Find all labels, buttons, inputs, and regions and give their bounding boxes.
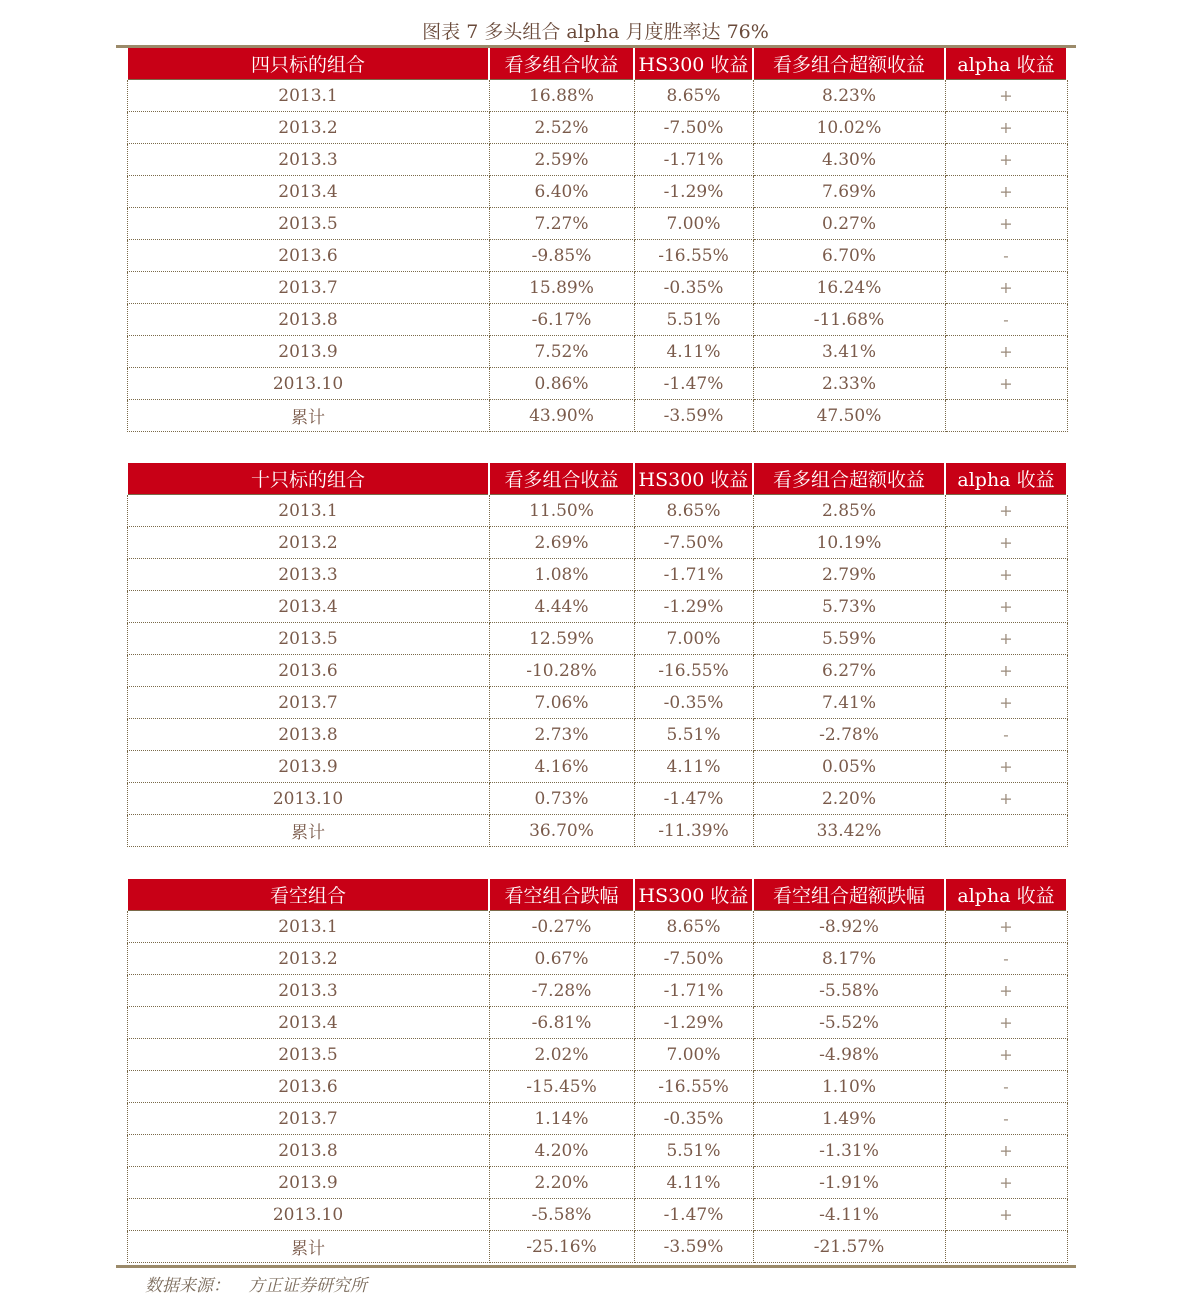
column-header: 看多组合超额收益 <box>753 463 945 495</box>
month-cell: 2013.7 <box>127 272 489 304</box>
value-cell: -7.50% <box>634 943 753 975</box>
month-cell: 2013.2 <box>127 112 489 144</box>
value-cell: -1.71% <box>634 144 753 176</box>
value-cell: -0.27% <box>489 911 634 943</box>
alpha-sign-cell: + <box>945 687 1067 719</box>
value-cell: -1.29% <box>634 176 753 208</box>
value-cell: -7.50% <box>634 527 753 559</box>
month-cell: 2013.5 <box>127 623 489 655</box>
value-cell: 2.52% <box>489 112 634 144</box>
value-cell: -25.16% <box>489 1231 634 1263</box>
value-cell: -1.29% <box>634 591 753 623</box>
value-cell: 3.41% <box>753 336 945 368</box>
table-row <box>127 751 1067 783</box>
alpha-sign-cell <box>945 815 1067 847</box>
value-cell: -4.98% <box>753 1039 945 1071</box>
source-label: 数据来源： <box>145 1276 230 1296</box>
table-row <box>127 911 1067 943</box>
value-cell: 7.00% <box>634 1039 753 1071</box>
table-four-stock-portfolio <box>126 48 1068 432</box>
alpha-sign-cell: + <box>945 559 1067 591</box>
column-header: alpha 收益 <box>945 463 1067 495</box>
value-cell: -16.55% <box>634 1071 753 1103</box>
value-cell: 5.51% <box>634 304 753 336</box>
value-cell: -1.71% <box>634 559 753 591</box>
bottom-rule <box>116 1265 1076 1268</box>
value-cell: 4.16% <box>489 751 634 783</box>
month-cell: 2013.3 <box>127 559 489 591</box>
value-cell: 11.50% <box>489 495 634 527</box>
value-cell: 0.27% <box>753 208 945 240</box>
month-cell: 2013.1 <box>127 495 489 527</box>
value-cell: -7.50% <box>634 112 753 144</box>
value-cell: 6.70% <box>753 240 945 272</box>
value-cell: -1.47% <box>634 368 753 400</box>
value-cell: -1.29% <box>634 1007 753 1039</box>
month-cell: 2013.6 <box>127 1071 489 1103</box>
alpha-sign-cell: + <box>945 144 1067 176</box>
value-cell: 8.23% <box>753 80 945 112</box>
value-cell: -9.85% <box>489 240 634 272</box>
alpha-sign-cell: + <box>945 495 1067 527</box>
month-cell: 2013.2 <box>127 943 489 975</box>
table-row <box>127 559 1067 591</box>
value-cell: 0.67% <box>489 943 634 975</box>
value-cell: -3.59% <box>634 1231 753 1263</box>
table-row <box>127 687 1067 719</box>
column-header: 看多组合收益 <box>489 463 634 495</box>
value-cell: -15.45% <box>489 1071 634 1103</box>
value-cell: -10.28% <box>489 655 634 687</box>
alpha-sign-cell: - <box>945 304 1067 336</box>
value-cell: 10.19% <box>753 527 945 559</box>
value-cell: -1.47% <box>634 1199 753 1231</box>
value-cell: -11.39% <box>634 815 753 847</box>
value-cell: 7.00% <box>634 623 753 655</box>
table-row <box>127 1103 1067 1135</box>
table-row <box>127 144 1067 176</box>
value-cell: -6.17% <box>489 304 634 336</box>
alpha-sign-cell: + <box>945 336 1067 368</box>
month-cell: 2013.9 <box>127 1167 489 1199</box>
figure-title: 图表 7 多头组合 alpha 月度胜率达 76% <box>422 21 769 43</box>
value-cell: -1.71% <box>634 975 753 1007</box>
month-cell: 累计 <box>127 1231 489 1263</box>
table-row <box>127 975 1067 1007</box>
month-cell: 累计 <box>127 815 489 847</box>
column-header: 十只标的组合 <box>127 463 489 495</box>
value-cell: 0.73% <box>489 783 634 815</box>
value-cell: 4.44% <box>489 591 634 623</box>
column-header: 看空组合跌幅 <box>489 879 634 911</box>
month-cell: 2013.10 <box>127 783 489 815</box>
value-cell: 0.05% <box>753 751 945 783</box>
table-row <box>127 304 1067 336</box>
column-header: 四只标的组合 <box>127 48 489 80</box>
month-cell: 累计 <box>127 400 489 432</box>
value-cell: -0.35% <box>634 687 753 719</box>
value-cell: -3.59% <box>634 400 753 432</box>
alpha-sign-cell: + <box>945 911 1067 943</box>
month-cell: 2013.6 <box>127 655 489 687</box>
month-cell: 2013.2 <box>127 527 489 559</box>
value-cell: -0.35% <box>634 272 753 304</box>
month-cell: 2013.3 <box>127 144 489 176</box>
alpha-sign-cell <box>945 1231 1067 1263</box>
alpha-sign-cell: + <box>945 751 1067 783</box>
value-cell: 43.90% <box>489 400 634 432</box>
value-cell: 2.85% <box>753 495 945 527</box>
alpha-sign-cell: + <box>945 272 1067 304</box>
table-row <box>127 719 1067 751</box>
value-cell: 6.40% <box>489 176 634 208</box>
value-cell: 2.79% <box>753 559 945 591</box>
column-header: HS300 收益 <box>634 48 753 80</box>
alpha-sign-cell: + <box>945 975 1067 1007</box>
value-cell: 2.20% <box>489 1167 634 1199</box>
value-cell: 33.42% <box>753 815 945 847</box>
table-row <box>127 80 1067 112</box>
value-cell: 10.02% <box>753 112 945 144</box>
alpha-sign-cell: + <box>945 1039 1067 1071</box>
table-row <box>127 1039 1067 1071</box>
month-cell: 2013.4 <box>127 176 489 208</box>
value-cell: 16.88% <box>489 80 634 112</box>
table-row <box>127 591 1067 623</box>
value-cell: -5.52% <box>753 1007 945 1039</box>
month-cell: 2013.4 <box>127 591 489 623</box>
value-cell: 7.00% <box>634 208 753 240</box>
column-header: 看多组合收益 <box>489 48 634 80</box>
table-row <box>127 272 1067 304</box>
value-cell: -4.11% <box>753 1199 945 1231</box>
table-row <box>127 943 1067 975</box>
value-cell: 2.73% <box>489 719 634 751</box>
value-cell: 4.11% <box>634 336 753 368</box>
table-ten-stock-portfolio <box>126 463 1068 847</box>
month-cell: 2013.7 <box>127 687 489 719</box>
value-cell: 16.24% <box>753 272 945 304</box>
alpha-sign-cell: - <box>945 240 1067 272</box>
value-cell: 2.59% <box>489 144 634 176</box>
alpha-sign-cell: - <box>945 943 1067 975</box>
alpha-sign-cell: + <box>945 208 1067 240</box>
alpha-sign-cell: - <box>945 1071 1067 1103</box>
month-cell: 2013.4 <box>127 1007 489 1039</box>
value-cell: 2.20% <box>753 783 945 815</box>
source-value: 方正证券研究所 <box>248 1276 367 1296</box>
value-cell: 5.73% <box>753 591 945 623</box>
table-row <box>127 1231 1067 1263</box>
table-row <box>127 1007 1067 1039</box>
value-cell: -5.58% <box>753 975 945 1007</box>
column-header: 看多组合超额收益 <box>753 48 945 80</box>
table-row <box>127 176 1067 208</box>
value-cell: 5.59% <box>753 623 945 655</box>
table-row <box>127 240 1067 272</box>
alpha-sign-cell <box>945 400 1067 432</box>
value-cell: 5.51% <box>634 1135 753 1167</box>
value-cell: 1.14% <box>489 1103 634 1135</box>
value-cell: 7.69% <box>753 176 945 208</box>
table-header-row <box>127 879 1067 911</box>
table-row <box>127 400 1067 432</box>
alpha-sign-cell: + <box>945 80 1067 112</box>
column-header: alpha 收益 <box>945 48 1067 80</box>
value-cell: -21.57% <box>753 1231 945 1263</box>
table-short-portfolio <box>126 879 1068 1263</box>
month-cell: 2013.3 <box>127 975 489 1007</box>
value-cell: -8.92% <box>753 911 945 943</box>
value-cell: 7.06% <box>489 687 634 719</box>
value-cell: 2.33% <box>753 368 945 400</box>
value-cell: 12.59% <box>489 623 634 655</box>
month-cell: 2013.8 <box>127 719 489 751</box>
value-cell: -0.35% <box>634 1103 753 1135</box>
value-cell: 4.11% <box>634 1167 753 1199</box>
table-header-row <box>127 48 1067 80</box>
value-cell: 15.89% <box>489 272 634 304</box>
table-header-row <box>127 463 1067 495</box>
month-cell: 2013.5 <box>127 1039 489 1071</box>
value-cell: -5.58% <box>489 1199 634 1231</box>
column-header: alpha 收益 <box>945 879 1067 911</box>
alpha-sign-cell: + <box>945 112 1067 144</box>
month-cell: 2013.7 <box>127 1103 489 1135</box>
value-cell: 0.86% <box>489 368 634 400</box>
table-row <box>127 1135 1067 1167</box>
value-cell: 47.50% <box>753 400 945 432</box>
value-cell: 8.65% <box>634 495 753 527</box>
value-cell: -7.28% <box>489 975 634 1007</box>
value-cell: 1.08% <box>489 559 634 591</box>
value-cell: -11.68% <box>753 304 945 336</box>
alpha-sign-cell: + <box>945 783 1067 815</box>
value-cell: 5.51% <box>634 719 753 751</box>
table-row <box>127 1071 1067 1103</box>
value-cell: 4.11% <box>634 751 753 783</box>
month-cell: 2013.5 <box>127 208 489 240</box>
value-cell: -16.55% <box>634 240 753 272</box>
alpha-sign-cell: + <box>945 623 1067 655</box>
column-header: HS300 收益 <box>634 463 753 495</box>
table-row <box>127 655 1067 687</box>
column-header: HS300 收益 <box>634 879 753 911</box>
month-cell: 2013.8 <box>127 304 489 336</box>
month-cell: 2013.9 <box>127 751 489 783</box>
table-row <box>127 368 1067 400</box>
table-row <box>127 208 1067 240</box>
month-cell: 2013.10 <box>127 1199 489 1231</box>
alpha-sign-cell: + <box>945 1007 1067 1039</box>
source-note <box>145 1271 385 1296</box>
alpha-sign-cell: - <box>945 1103 1067 1135</box>
value-cell: 8.65% <box>634 911 753 943</box>
month-cell: 2013.9 <box>127 336 489 368</box>
table-row <box>127 495 1067 527</box>
value-cell: 36.70% <box>489 815 634 847</box>
month-cell: 2013.6 <box>127 240 489 272</box>
alpha-sign-cell: + <box>945 591 1067 623</box>
alpha-sign-cell: + <box>945 1199 1067 1231</box>
value-cell: -6.81% <box>489 1007 634 1039</box>
value-cell: -2.78% <box>753 719 945 751</box>
table-row <box>127 527 1067 559</box>
alpha-sign-cell: + <box>945 1167 1067 1199</box>
table-row <box>127 1167 1067 1199</box>
column-header: 看空组合超额跌幅 <box>753 879 945 911</box>
value-cell: -1.91% <box>753 1167 945 1199</box>
value-cell: 8.17% <box>753 943 945 975</box>
value-cell: 7.27% <box>489 208 634 240</box>
value-cell: 4.30% <box>753 144 945 176</box>
month-cell: 2013.1 <box>127 80 489 112</box>
column-header: 看空组合 <box>127 879 489 911</box>
value-cell: 7.41% <box>753 687 945 719</box>
month-cell: 2013.10 <box>127 368 489 400</box>
value-cell: 2.02% <box>489 1039 634 1071</box>
alpha-sign-cell: + <box>945 1135 1067 1167</box>
alpha-sign-cell: + <box>945 176 1067 208</box>
value-cell: -16.55% <box>634 655 753 687</box>
table-row <box>127 815 1067 847</box>
value-cell: 6.27% <box>753 655 945 687</box>
alpha-sign-cell: + <box>945 655 1067 687</box>
value-cell: -1.47% <box>634 783 753 815</box>
table-row <box>127 336 1067 368</box>
alpha-sign-cell: + <box>945 368 1067 400</box>
table-row <box>127 623 1067 655</box>
value-cell: 1.10% <box>753 1071 945 1103</box>
value-cell: -1.31% <box>753 1135 945 1167</box>
value-cell: 4.20% <box>489 1135 634 1167</box>
value-cell: 7.52% <box>489 336 634 368</box>
alpha-sign-cell: - <box>945 719 1067 751</box>
table-row <box>127 783 1067 815</box>
month-cell: 2013.1 <box>127 911 489 943</box>
value-cell: 1.49% <box>753 1103 945 1135</box>
table-row <box>127 1199 1067 1231</box>
month-cell: 2013.8 <box>127 1135 489 1167</box>
value-cell: 8.65% <box>634 80 753 112</box>
table-row <box>127 112 1067 144</box>
alpha-sign-cell: + <box>945 527 1067 559</box>
value-cell: 2.69% <box>489 527 634 559</box>
